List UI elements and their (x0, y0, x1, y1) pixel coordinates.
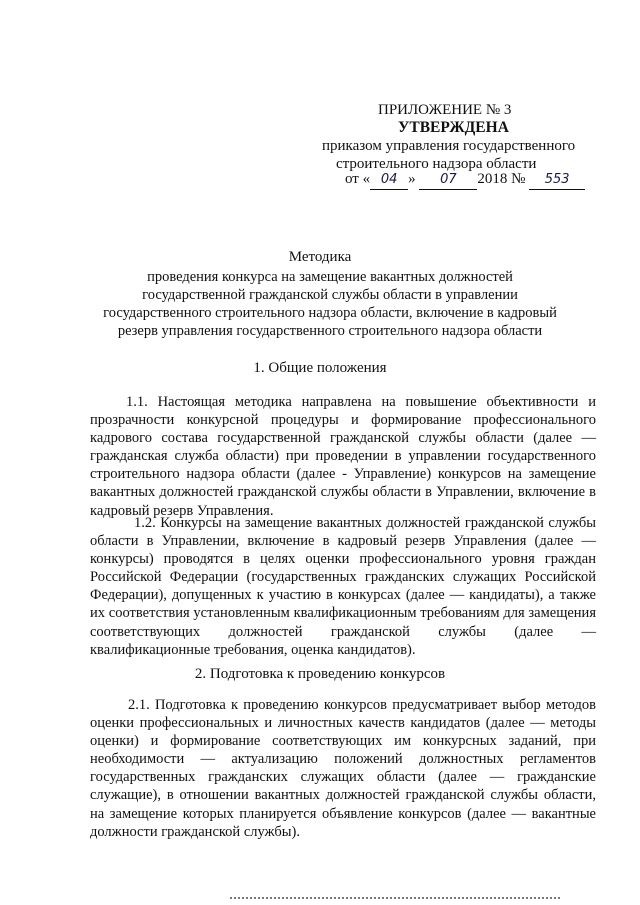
approved-label: УТВЕРЖДЕНА (398, 119, 509, 136)
order-number-handwritten: 553 (529, 171, 585, 190)
section-1-heading: 1. Общие положения (253, 360, 387, 376)
date-separator: » (408, 171, 416, 187)
subtitle-line: проведения конкурса на замещение вакантных должностей (147, 269, 513, 285)
date-day-handwritten: 04 (370, 171, 408, 190)
order-date-line (345, 170, 640, 190)
date-month-handwritten: 07 (419, 171, 477, 190)
scan-bottom-artifact (230, 897, 560, 899)
subtitle-line: резерв управления государственного строительного надзора области (117, 323, 543, 339)
paragraph-1-1: 1.1. Настоящая методика направлена на повышение объективности и прозрачности конкурсной процедуры и формирование профессионального кадрового состава государственной гражданской службы области (далее — гражданская служба области) при проведении в управлении государственного строительного надзора области (далее - Управление) конкурсов на замещение вакантных должностей гражданской службы области в Управлении, включение в кадровый резерв Управления. (90, 394, 596, 519)
section-2-heading: 2. Подготовка к проведению конкурсов (194, 666, 446, 682)
date-prefix: от « (345, 171, 371, 187)
subtitle-line: государственной гражданской службы области в управлении (142, 287, 518, 303)
paragraph-1-2: 1.2. Конкурсы на замещение вакантных должностей гражданской службы области в Управлении, включение в кадровый резерв Управления (далее — конкурсы) проводятся в целях оценки профессионального уровня граждан Российской Федерации (государственных гражданских служащих Российской Федерации), допущенных к участию в конкурсах (далее — кандидаты), а также их соответствия установленным квалификационным требованиям для замещения соответствующих должностей гражданской службы (далее — квалификационные требования, оценка кандидатов). (90, 515, 596, 658)
paragraph-2-1: 2.1. Подготовка к проведению конкурсов предусматривает выбор методов оценки профессиональных и личностных качеств кандидатов (далее — методы оценки) и формирование соответствующих им конкурсных заданий, при необходимости — актуализацию положений должностных регламентов государственных гражданских служащих области (далее — гражданские служащие), в отношении вакантных должностей гражданской службы области, на замещение которых планируется объявление конкурсов (далее — вакантные должности гражданской службы). (90, 697, 596, 840)
subtitle-line: государственного строительного надзора области, включение в кадровый (103, 305, 557, 321)
document-subtitle (90, 268, 570, 340)
appendix-label: ПРИЛОЖЕНИЕ № 3 (378, 102, 512, 118)
order-line-1: приказом управления государственного (322, 138, 576, 154)
document-title: Методика (288, 249, 352, 265)
order-line-2: строительного надзора области (336, 156, 537, 172)
date-year: 2018 № (477, 171, 526, 187)
